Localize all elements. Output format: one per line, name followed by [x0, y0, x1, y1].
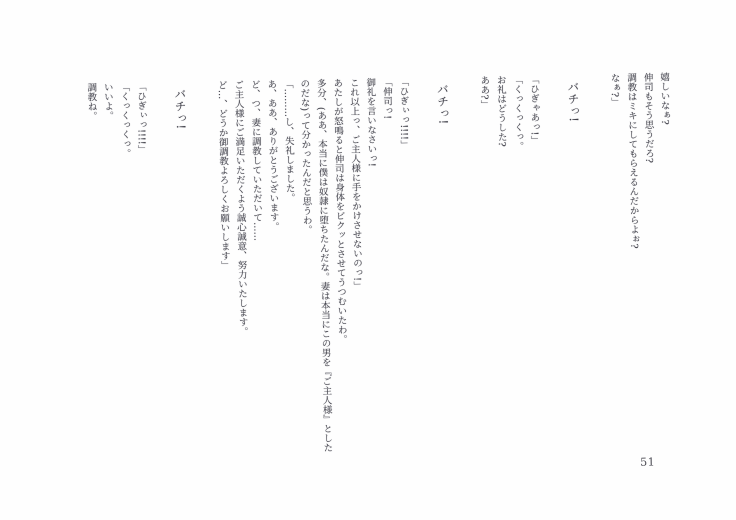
text-column: 「ひぎゃあっ!」	[527, 74, 540, 146]
text-column: ど…、どうか御調教よろしくお願いします」	[215, 80, 231, 271]
text-column: 嬉しいなぁ?	[658, 72, 671, 125]
text-column: 「伸司っ!	[380, 77, 393, 120]
text-column: 調教ね。	[85, 82, 97, 121]
text-column: いいよ。	[101, 82, 114, 121]
sfx-column: バチっ!	[566, 80, 581, 123]
text-column: 「ひぎぃっ!!!!」	[397, 76, 410, 150]
text-column: 「くっくっくっ。	[118, 82, 131, 159]
text-column: 伸司もそう思うだろ?	[641, 72, 655, 164]
sfx-column: バチっ!	[435, 83, 451, 125]
text-column: ど、つ、妻に調教していただいて……	[248, 79, 263, 242]
dialogue-block-scream-2	[82, 82, 156, 515]
sfx-slap-1	[565, 74, 589, 506]
text-column: あたしが怒鳴ると伸司は身体をビクッとさせてうつむいたわ。	[331, 78, 348, 345]
text-column: なぁ?」	[608, 73, 621, 107]
text-column: 「ひぎぃっ!!!!」	[134, 81, 147, 155]
text-column: お礼はどうした?	[494, 75, 507, 147]
text-column: 「………し、失礼しました。	[281, 79, 295, 203]
text-column: 多分、(ああ、本当に僕は奴隷に堕ちたんだな。妻は本当にこの男を『ご主人様』とした	[314, 78, 333, 453]
page-number: 51	[640, 455, 656, 469]
text-column: 御礼を言いなさいっ!	[364, 77, 377, 167]
text-column: 調教はミキにしてもらえるんだからよぉ?	[625, 72, 640, 249]
dialogue-block-and-narration	[212, 77, 418, 513]
text-column: ご主人様にご満足いただくよう誠心誠意、努力いたします。	[232, 79, 248, 337]
text-column: あ、ああ、ありがとうございます。	[265, 79, 279, 232]
dialogue-block-scream-1	[475, 74, 549, 507]
text-column: 「くっくっくっ。	[511, 74, 524, 151]
text-column: これ以上っ、ご主人様に手をかけさせないのっ!」	[347, 77, 363, 291]
sfx-slap-2	[434, 76, 458, 508]
dialogue-block-master-taunt	[605, 72, 679, 505]
text-column: のだな)って分かったんだと思うわ。	[298, 78, 312, 235]
sfx-column: バチっ!	[173, 87, 189, 130]
sfx-slap-3	[172, 81, 196, 513]
text-column: ああ?」	[478, 75, 490, 110]
vertical-text-flow	[82, 72, 679, 515]
